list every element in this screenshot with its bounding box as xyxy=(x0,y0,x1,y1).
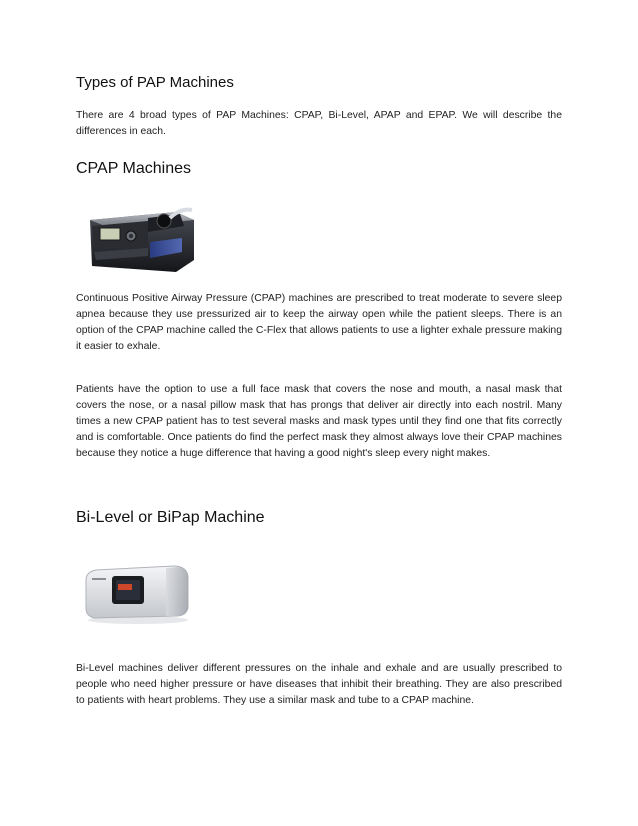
cpap-machine-photo xyxy=(84,190,200,278)
bilevel-paragraph-1: Bi-Level machines deliver different pressures on the inhale and exhale and are usually prescribed to people who need higher pressure or have diseases that inhibit their breathing. They are also prescribed to patients with heart problems. They use a similar mask and tube to a CPAP machine. xyxy=(76,663,562,706)
bilevel-section-heading: Bi-Level or BiPap Machine xyxy=(76,509,265,526)
page-title: Types of PAP Machines xyxy=(76,74,234,91)
intro-paragraph: There are 4 broad types of PAP Machines: CPAP, Bi-Level, APAP and EPAP. We will describe the differences in each. xyxy=(76,110,562,137)
bipap-machine-photo xyxy=(82,556,194,628)
cpap-section-heading: CPAP Machines xyxy=(76,160,192,177)
cpap-paragraph-1: Continuous Positive Airway Pressure (CPAP) machines are prescribed to treat moderate to severe sleep apnea because they use pressurized air to keep the airway open while the patient sleeps. There is an option of the CPAP machine called the C-Flex that allows patients to use a lighter exhale pressure making it easier to exhale. xyxy=(76,293,562,352)
cpap-paragraph-2: Patients have the option to use a full face mask that covers the nose and mouth, a nasal mask that covers the nose, or a nasal pillow mask that has prongs that deliver air directly into each nostril. Many times a new CPAP patient has to test several masks and mask types until they find one that fits correctly and is comfortable. Once patients do find the perfect mask they almost always love their CPAP machines because they notice a huge difference that having a good night's sleep every night makes. xyxy=(76,384,562,459)
